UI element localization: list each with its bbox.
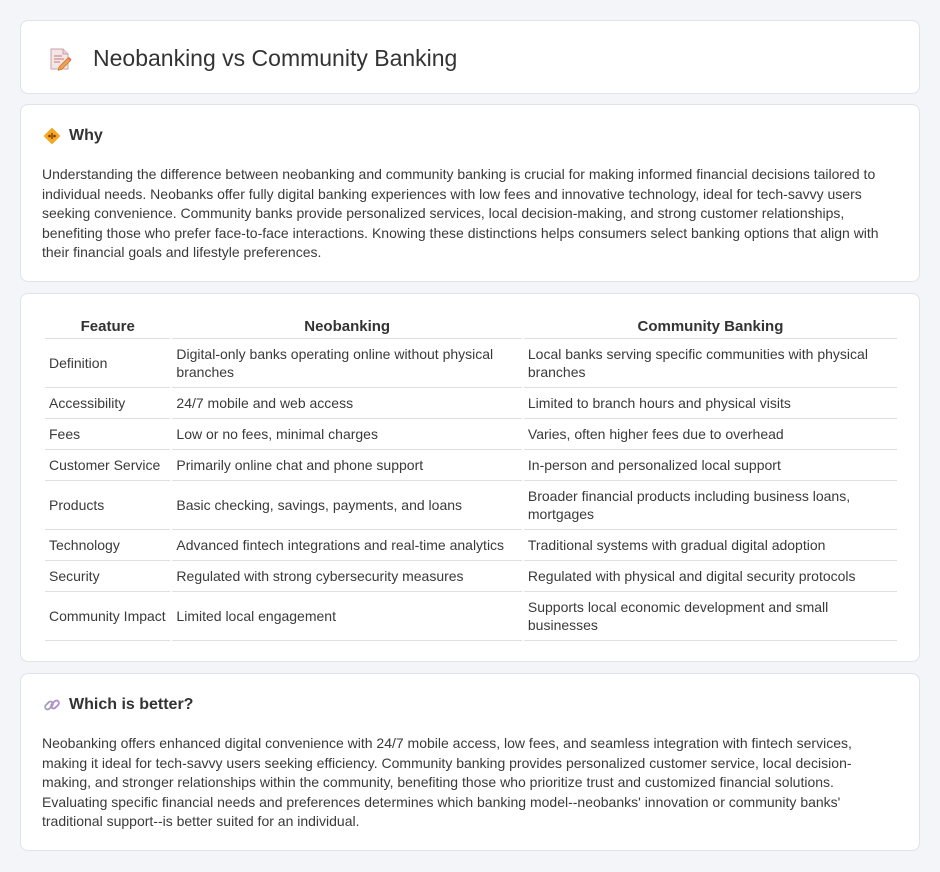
neobanking-cell: Digital-only banks operating online without physical branches xyxy=(172,339,521,388)
community-banking-cell: Supports local economic development and small businesses xyxy=(524,592,897,641)
neobanking-cell: Advanced fintech integrations and real-time analytics xyxy=(172,530,521,561)
neobanking-cell: Regulated with strong cybersecurity measures xyxy=(172,561,521,592)
document-edit-icon xyxy=(47,46,73,72)
neobanking-cell: Primarily online chat and phone support xyxy=(172,450,521,481)
feature-cell: Definition xyxy=(45,339,170,388)
which-is-better-section xyxy=(20,673,920,851)
why-text: Understanding the difference between neobanking and community banking is crucial for making informed financial decisions tailored to individual needs. Neobanks offer fully digital banking experiences with low fees and innovative technology, ideal for tech-savvy users seeking convenience. Community banks provide personalized services, local decision-making, and strong customer relationships, benefiting those who prefer face-to-face interactions. Knowing these distinctions helps consumers select banking options that align with their financial goals and lifestyle preferences. xyxy=(42,166,879,261)
table-row xyxy=(45,388,897,419)
neobanking-cell: Basic checking, savings, payments, and loans xyxy=(172,481,521,530)
feature-cell: Customer Service xyxy=(45,450,170,481)
table-header-row xyxy=(45,316,897,339)
table-row xyxy=(45,530,897,561)
community-banking-cell: Limited to branch hours and physical visits xyxy=(524,388,897,419)
title-card xyxy=(20,20,920,94)
link-icon xyxy=(43,696,61,714)
why-heading: Why xyxy=(69,127,103,144)
community-banking-cell: Regulated with physical and digital security protocols xyxy=(524,561,897,592)
community-banking-cell: Traditional systems with gradual digital adoption xyxy=(524,530,897,561)
comparison-table-card xyxy=(20,293,920,662)
page-title: Neobanking vs Community Banking xyxy=(93,45,458,71)
table-row xyxy=(45,450,897,481)
feature-cell: Security xyxy=(45,561,170,592)
community-banking-cell: Local banks serving specific communities with physical branches xyxy=(524,339,897,388)
table-row xyxy=(45,592,897,641)
table-row xyxy=(45,481,897,530)
header-community-banking: Community Banking xyxy=(524,316,897,339)
neobanking-cell: Low or no fees, minimal charges xyxy=(172,419,521,450)
feature-cell: Technology xyxy=(45,530,170,561)
header-neobanking: Neobanking xyxy=(172,316,521,339)
neobanking-cell: Limited local engagement xyxy=(172,592,521,641)
community-banking-cell: Broader financial products including business loans, mortgages xyxy=(524,481,897,530)
feature-cell: Fees xyxy=(45,419,170,450)
community-banking-cell: In-person and personalized local support xyxy=(524,450,897,481)
table-row xyxy=(45,419,897,450)
feature-cell: Accessibility xyxy=(45,388,170,419)
header-feature: Feature xyxy=(45,316,170,339)
why-section xyxy=(20,104,920,282)
diamond-warning-icon xyxy=(43,127,61,145)
table-row xyxy=(45,339,897,388)
feature-cell: Products xyxy=(45,481,170,530)
neobanking-cell: 24/7 mobile and web access xyxy=(172,388,521,419)
comparison-table xyxy=(43,316,899,641)
better-text: Neobanking offers enhanced digital convenience with 24/7 mobile access, low fees, and seamless integration with fintech services, making it ideal for tech-savvy users seeking efficiency. Community banking provides personalized customer service, local decision-making, and stronger relationships within the community, benefiting those who prioritize trust and customized financial solutions. Evaluating specific financial needs and preferences determines which banking model--neobanks' innovation or community banks' traditional support--is better suited for an individual. xyxy=(42,735,852,830)
feature-cell: Community Impact xyxy=(45,592,170,641)
table-row xyxy=(45,561,897,592)
better-heading: Which is better? xyxy=(69,696,194,713)
community-banking-cell: Varies, often higher fees due to overhead xyxy=(524,419,897,450)
